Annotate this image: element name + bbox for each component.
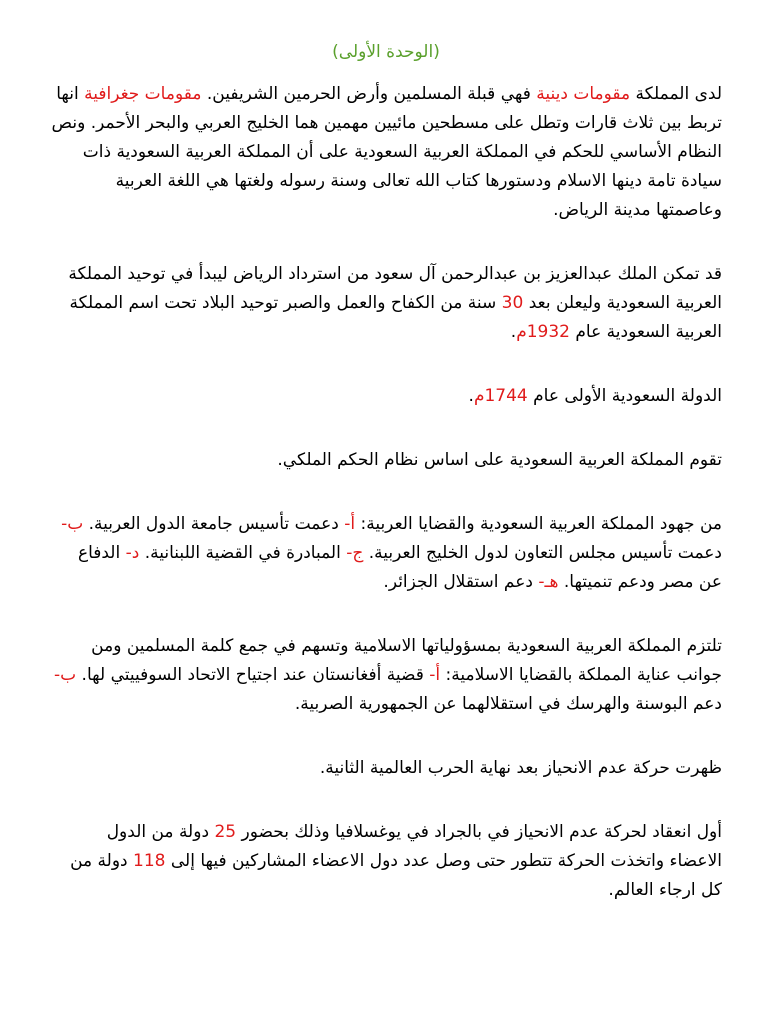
body-text: تقوم المملكة العربية السعودية على اساس نظام الحكم الملكي.	[277, 450, 722, 470]
body-text: دعم استقلال الجزائر.	[383, 572, 539, 592]
document-content	[50, 80, 722, 905]
highlighted-text: 25	[214, 822, 237, 842]
body-text: أول انعقاد لحركة عدم الانحياز في بالجراد في يوغسلافيا وذلك بحضور	[236, 822, 722, 842]
highlighted-text: 118	[133, 851, 166, 871]
highlighted-text: ب-	[54, 665, 77, 685]
paragraph-4	[50, 446, 722, 475]
highlighted-text: ج-	[346, 543, 364, 563]
body-text: من جهود المملكة العربية السعودية والقضايا العربية:	[355, 514, 722, 534]
highlighted-text: أ-	[429, 665, 441, 685]
highlighted-text: أ-	[344, 514, 356, 534]
body-text: المبادرة في القضية اللبنانية.	[139, 543, 347, 563]
body-text: الدولة السعودية الأولى عام	[527, 386, 722, 406]
paragraph-1	[50, 80, 722, 225]
body-text: دولة من الدول الاعضاء واتخذت الحركة تتطور حتى وصل عدد دول الاعضاء المشاركين فيها إلى	[106, 822, 722, 871]
paragraph-8	[50, 818, 722, 905]
body-text: سنة من الكفاح والعمل والصبر توحيد البلاد تحت اسم المملكة العربية السعودية عام	[69, 293, 722, 342]
highlighted-text: د-	[125, 543, 140, 563]
highlighted-text: ب-	[61, 514, 84, 534]
body-text: قد تمكن الملك عبدالعزيز بن عبدالرحمن آل سعود من استرداد الرياض ليبدأ في توحيد المملكة العربية السعودية وليعلن بعد	[68, 264, 722, 313]
paragraph-5	[50, 510, 722, 597]
body-text: دولة من كل ارجاء العالم.	[70, 851, 722, 900]
document-page	[50, 38, 722, 905]
paragraph-3	[50, 382, 722, 411]
body-text: لدى المملكة	[630, 84, 722, 104]
body-text: دعمت تأسيس مجلس التعاون لدول الخليج العربية.	[363, 543, 722, 563]
paragraph-7	[50, 754, 722, 783]
body-text: فهي قبلة المسلمين وأرض الحرمين الشريفين.	[201, 84, 537, 104]
body-text: .	[468, 386, 474, 406]
paragraph-2	[50, 260, 722, 347]
highlighted-text: مقومات دينية	[536, 84, 631, 104]
body-text: دعمت تأسيس جامعة الدول العربية.	[83, 514, 345, 534]
body-text: .	[510, 322, 517, 342]
highlighted-text: 1744م	[473, 386, 528, 406]
body-text: قضية أفغانستان عند اجتياح الاتحاد السوفييتي لها.	[76, 665, 430, 685]
highlighted-text: هـ-	[538, 572, 559, 592]
highlighted-text: مقومات جغرافية	[84, 84, 202, 104]
body-text: دعم البوسنة والهرسك في استقلالهما عن الجمهورية الصربية.	[294, 694, 722, 714]
highlighted-text: 1932م	[516, 322, 570, 342]
body-text: ظهرت حركة عدم الانحياز بعد نهاية الحرب العالمية الثانية.	[319, 758, 722, 778]
highlighted-text: 30	[501, 293, 524, 313]
body-text: تلتزم المملكة العربية السعودية بمسؤولياتها الاسلامية وتسهم في جمع كلمة المسلمين ومن جوانب عناية المملكة بالقضايا الاسلامية:	[91, 636, 722, 685]
body-text: الدفاع عن مصر ودعم تنميتها.	[77, 543, 722, 592]
body-text: انها تربط بين ثلاث قارات وتطل على مسطحين مائيين مهمين هما الخليج العربي والبحر الأحمر. ونص النظام الأساسي للحكم في المملكة العربية السعودية على أن المملكة العربية السعودية ذات سيادة تامة دينها الاسلام ودستورها كتاب الله تعالى وسنة رسوله ولغتها هي اللغة العربية وعاصمتها مدينة الرياض.	[51, 84, 722, 220]
paragraph-6	[50, 632, 722, 719]
unit-title: (الوحدة الأولى)	[332, 42, 440, 62]
